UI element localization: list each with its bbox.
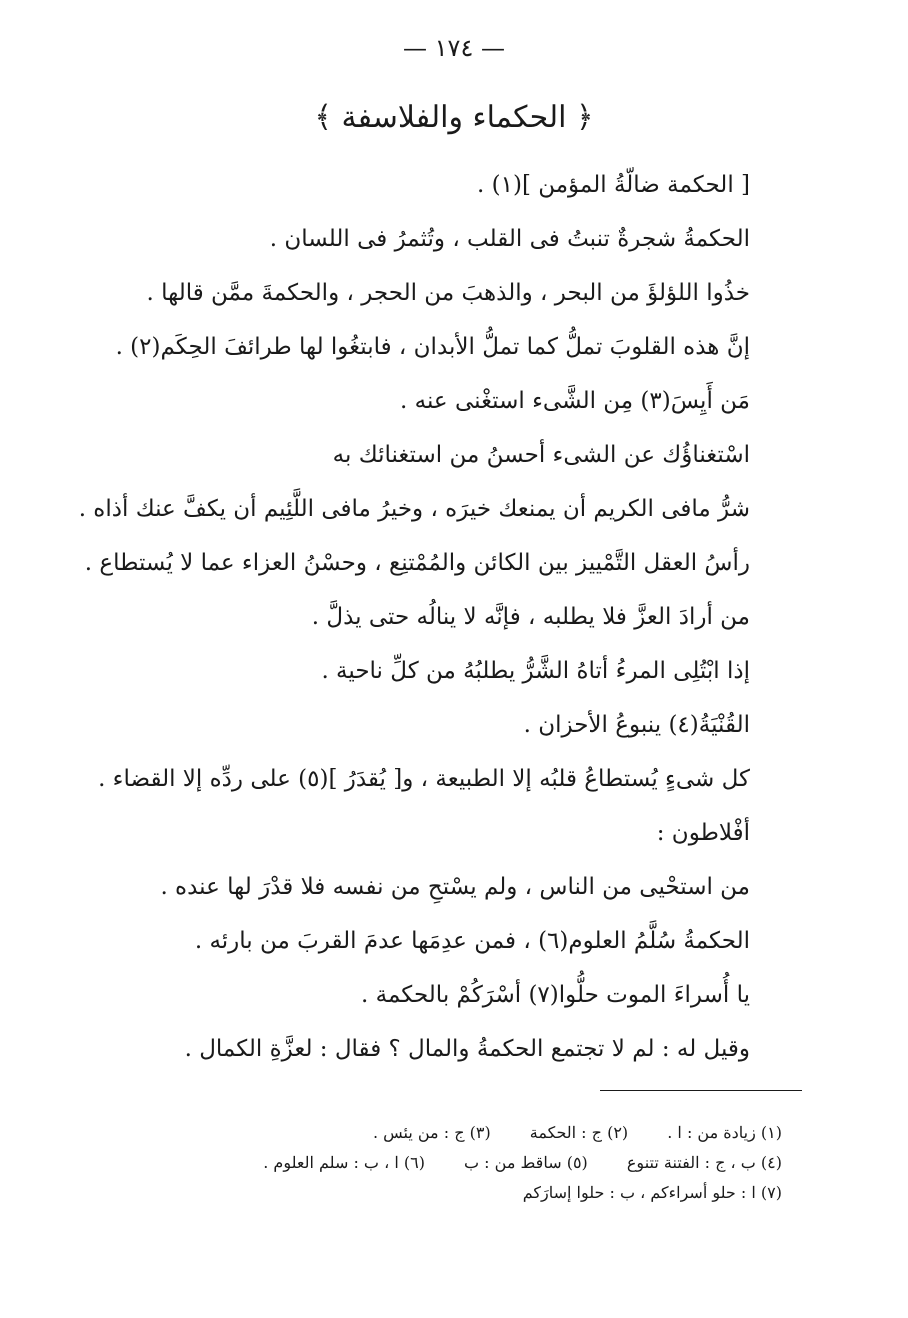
text-line: يا أُسراءَ الموت حلُّوا(٧) أسْرَكُمْ بالحكمة . — [361, 982, 750, 1008]
text-line: كل شىءٍ يُستطاعُ قلبُه إلا الطبيعة ، و[ يُقدَرُ ](٥) على ردِّه إلا القضاء . — [98, 766, 750, 792]
speaker-heading: أفْلاطون : — [656, 820, 750, 846]
text-line: وقيل له : لم لا تجتمع الحكمةُ والمال ؟ فقال : لعزَّةِ الكمال . — [184, 1036, 750, 1062]
footnote: (١) زيادة من : ا . — [667, 1123, 782, 1142]
footnote: (٣) ج : من يئس . — [372, 1123, 491, 1142]
text-line: الحكمةُ سُلَّمُ العلوم(٦) ، فمن عدِمَها عدمَ القربَ من بارئه . — [194, 928, 750, 954]
text-line: إنَّ هذه القلوبَ تملُّ كما تملُّ الأبدان ، فابتغُوا لها طرائفَ الحِكَم(٢) . — [115, 334, 750, 360]
footnote: (٥) ساقط من : ب — [464, 1153, 588, 1172]
text-line: من أرادَ العزَّ فلا يطلبه ، فإنَّه لا ينالُه حتى يذلَّ . — [311, 604, 750, 630]
text-line: القُنْيَةُ(٤) ينبوعُ الأحزان . — [523, 712, 750, 738]
page-number: — ١٧٤ — — [403, 34, 505, 62]
footnote-line — [150, 1148, 782, 1178]
footnote-line — [150, 1178, 782, 1208]
footnotes — [150, 1118, 782, 1208]
footnote: (٦) ا ، ب : سلم العلوم . — [263, 1153, 425, 1172]
text-line: من استحْيى من الناس ، ولم يسْتحِ من نفسه فلا قدْرَ لها عنده . — [160, 874, 750, 900]
text-line: رأسُ العقل التَّمْييز بين الكائن والمُمْتنِع ، وحسْنُ العزاء عما لا يُستطاع . — [84, 550, 750, 576]
footnote: (٤) ب ، ج : الفتنة تتنوع — [626, 1153, 782, 1172]
body-text — [70, 158, 750, 1076]
footnote: (٢) ج : الحكمة — [529, 1123, 629, 1142]
text-line: خذُوا اللؤلؤَ من البحر ، والذهبَ من الحجر ، والحكمةَ ممَّن قالها . — [146, 280, 750, 306]
section-title: ﴿ الحكماء والفلاسفة ﴾ — [314, 100, 594, 135]
footnote-line — [150, 1118, 782, 1148]
text-line: الحكمةُ شجرةٌ تنبتُ فى القلب ، وتُثمرُ فى اللسان . — [269, 226, 750, 252]
text-line: إذا ابْتُلِى المرءُ أتاهُ الشَّرُّ يطلبُهُ من كلِّ ناحية . — [321, 658, 750, 684]
text-line: اسْتغناؤُك عن الشىء أحسنُ من استغنائك به — [332, 442, 750, 468]
text-line: شرُّ مافى الكريم أن يمنعك خيرَه ، وخيرُ مافى اللَّئِيم أن يكفَّ عنك أذاه . — [78, 496, 750, 522]
text-line: مَن أَيِسَ(٣) مِن الشَّىء استغْنى عنه . — [400, 388, 750, 414]
footnote: (٧) ا : حلو أسراءكم ، ب : حلوا إسارَكم — [522, 1183, 782, 1202]
footnote-divider — [600, 1090, 802, 1091]
text-line: [ الحكمة ضالّةُ المؤمن ](١) . — [477, 172, 750, 198]
